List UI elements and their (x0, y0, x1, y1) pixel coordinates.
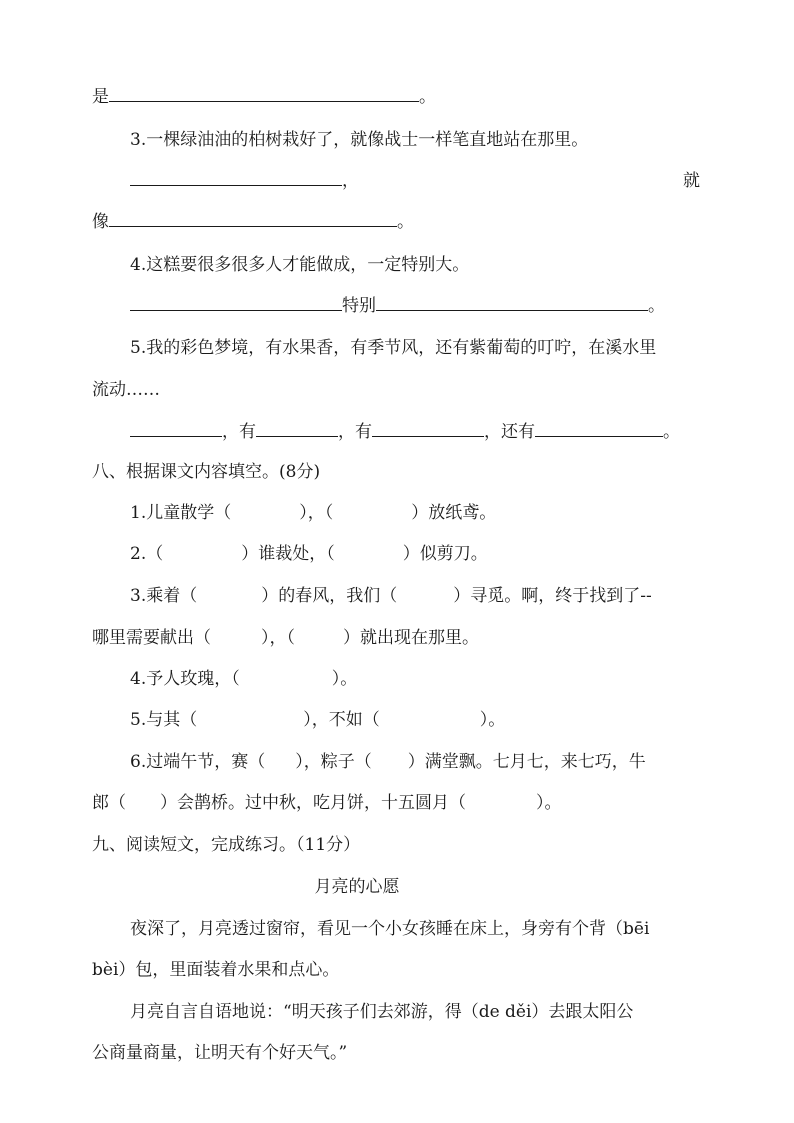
passage-para-1: 夜深了，月亮透过窗帘，看见一个小女孩睡在床上，身旁有个背（bēi (130, 919, 650, 939)
text: ），（ (261, 628, 295, 648)
text: ），不如（ (303, 710, 380, 730)
text-period: 。 (663, 422, 680, 442)
s8-item-1 (130, 501, 496, 525)
s8-item-4 (130, 667, 357, 691)
s8-item-5 (130, 708, 505, 732)
blank-3b[interactable] (109, 210, 397, 227)
text-xiang: 像 (92, 212, 109, 232)
s8-item-2 (130, 542, 488, 566)
s8-item-3-cont (92, 626, 479, 650)
blank-1[interactable] (109, 85, 419, 102)
blank-3a[interactable] (130, 169, 342, 186)
text-you: ，有 (338, 422, 372, 442)
blank-5d[interactable] (535, 420, 663, 437)
text: ）似剪刀。 (402, 544, 488, 564)
text: ）的春风，我们（ (261, 586, 398, 606)
text: 6.过端午节，赛（ (130, 752, 266, 772)
text: 3.乘着（ (130, 586, 198, 606)
text-tebie: 特别 (342, 296, 376, 316)
text-shi: 是 (92, 87, 109, 107)
passage-para-2-cont: 公商量商量，让明天有个好天气。” (92, 1043, 348, 1063)
blank-4b[interactable] (376, 294, 648, 311)
s8-item-3 (130, 584, 652, 608)
text: ）放纸鸢。 (411, 503, 497, 523)
text: 2.（ (130, 544, 164, 564)
text: ）。 (479, 710, 506, 730)
text: ）。 (331, 669, 358, 689)
question-5-cont: 流动…… (92, 380, 160, 400)
text: 哪里需要献出（ (92, 628, 211, 648)
answer-line-4 (130, 294, 665, 318)
question-4: 4.这糕要很多很多人才能做成，一定特别大。 (130, 255, 470, 275)
passage-title: 月亮的心愿 (314, 877, 400, 897)
text: 4.予人玫瑰，（ (130, 669, 240, 689)
answer-line-1 (92, 85, 436, 109)
text-you: ，有 (222, 422, 256, 442)
answer-line-5 (130, 420, 680, 444)
text-period: 。 (397, 212, 414, 232)
question-3: 3.一棵绿油油的柏树栽好了，就像战士一样笔直地站在那里。 (130, 130, 589, 150)
section-8-heading: 八、根据课文内容填空。(8分) (92, 462, 321, 482)
text-period: 。 (419, 87, 436, 107)
section-9-heading: 九、阅读短文，完成练习。（11分） (92, 835, 361, 855)
s8-item-6 (130, 750, 646, 774)
text: ）就出现在那里。 (343, 628, 479, 648)
text: ），粽子（ (295, 752, 372, 772)
text: ）谁裁处，（ (241, 544, 335, 564)
text: 郎（ (92, 793, 126, 813)
text: ）寻觅。啊，终于找到了-- (453, 586, 652, 606)
text: ）满堂飘。七月七，来七巧，牛 (407, 752, 646, 772)
blank-5a[interactable] (130, 420, 222, 437)
s8-item-6-cont (92, 791, 562, 815)
passage-para-2: 月亮自言自语地说：“明天孩子们去郊游，得（de děi）去跟太阳公 (130, 1002, 634, 1022)
answer-line-3a (130, 169, 359, 193)
text: 5.与其（ (130, 710, 198, 730)
passage-para-1-cont: bèi）包，里面装着水果和点心。 (92, 960, 340, 980)
text-period: 。 (648, 296, 665, 316)
text: ）会鹊桥。过中秋，吃月饼，十五圆月（ (160, 793, 466, 813)
text-comma: ， (342, 171, 359, 191)
text: ），（ (299, 503, 334, 523)
blank-5b[interactable] (256, 420, 338, 437)
answer-line-3b (92, 210, 414, 234)
text: ）。 (536, 793, 562, 813)
blank-4a[interactable] (130, 294, 342, 311)
text-jiu: 就 (683, 171, 700, 191)
text-haiyou: ，还有 (484, 422, 535, 442)
text: 1.儿童散学（ (130, 503, 232, 523)
blank-5c[interactable] (372, 420, 484, 437)
question-5: 5.我的彩色梦境，有水果香，有季节风，还有紫葡萄的叮咛，在溪水里 (130, 338, 657, 358)
